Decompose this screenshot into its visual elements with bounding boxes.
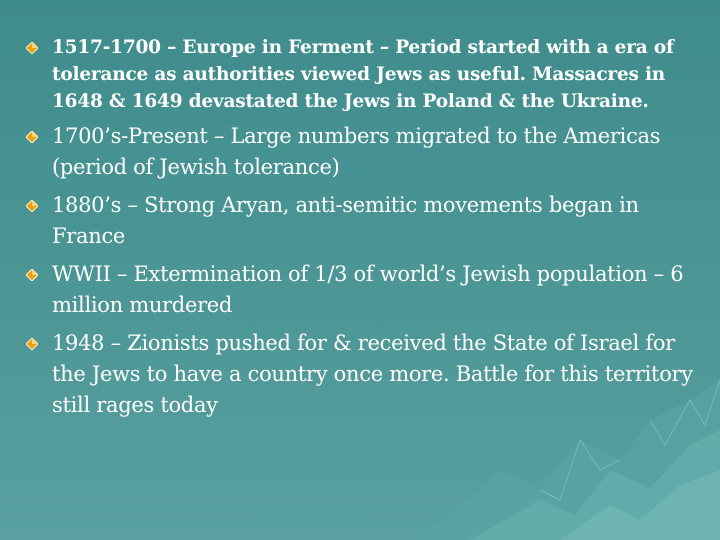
bullet-text: 1880’s – Strong Aryan, anti-semitic movements began in France <box>52 193 639 248</box>
bullet-text: WWII – Extermination of 1/3 of world’s Jewish population – 6 million murdered <box>52 262 684 317</box>
bullet-text: 1517-1700 – Europe in Ferment – Period started with a era of tolerance as authorities viewed Jews as useful. Massacres in 1648 & 1649 devastated the Jews in Poland & the Ukraine. <box>52 37 674 112</box>
bullet-item-1880s <box>26 190 706 252</box>
bullet-item-wwii <box>26 259 706 321</box>
bullet-text: 1700’s-Present – Large numbers migrated to the Americas (period of Jewish tolerance) <box>52 124 661 179</box>
bullet-list <box>26 34 706 421</box>
bullet-item-1948 <box>26 328 706 421</box>
bullet-text: 1948 – Zionists pushed for & received the State of Israel for the Jews to have a country once more. Battle for this territory still rages today <box>52 331 693 417</box>
diamond-bullet-icon <box>26 131 38 143</box>
diamond-bullet-icon <box>26 338 38 350</box>
diamond-bullet-icon <box>26 200 38 212</box>
diamond-bullet-icon <box>26 42 38 54</box>
diamond-bullet-icon <box>26 269 38 281</box>
bullet-item-1700s-present <box>26 121 706 183</box>
bullet-item-1517-1700 <box>26 34 706 115</box>
